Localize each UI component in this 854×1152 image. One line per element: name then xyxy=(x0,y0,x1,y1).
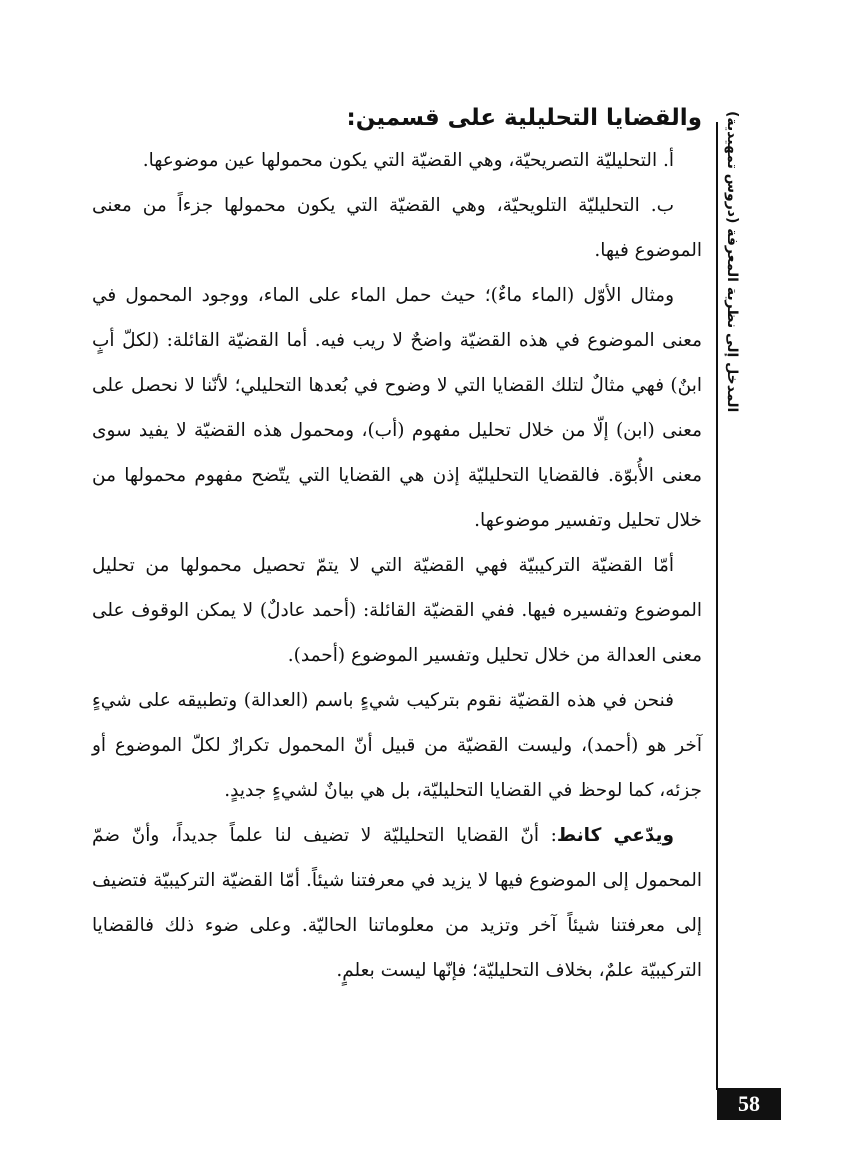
paragraph-kant-claim xyxy=(92,813,702,993)
page-number: 58 xyxy=(717,1088,781,1120)
paragraph-synthesis-explanation: فنحن في هذه القضيّة نقوم بتركيب شيءٍ باسم (العدالة) وتطبيقه على شيءٍ آخر هو (أحمد)، وليست القضيّة من قبيل أنّ المحمول تكرارٌ لكلّ الموضوع أو جزئه، كما لوحظ في القضايا التحليليّة، بل هي بيانٌ لشيءٍ جديدٍ. xyxy=(92,690,702,801)
running-header-text: المدخل إلى نظرية المعرفة (دروس تمهيدية) xyxy=(724,111,740,413)
running-header xyxy=(716,111,748,413)
section-heading: والقضايا التحليلية على قسمين: xyxy=(346,105,702,131)
kant-claim-text: : أنّ القضايا التحليليّة لا تضيف لنا علماً جديداً، وأنّ ضمّ المحمول إلى الموضوع فيها لا يزيد في معرفتنا شيئاً. أمّا القضيّة التركيبيّة فتضيف إلى معرفتنا شيئاً آخر وتزيد من معلوماتنا الحاليّة. وعلى ضوء ذلك فالقضايا التركيبيّة علمٌ، بخلاف التحليليّة؛ فإنّها ليست بعلمٍ. xyxy=(92,825,702,981)
paragraph-explicit-analytic: أ. التحليليّة التصريحيّة، وهي القضيّة التي يكون محمولها عين موضوعها. xyxy=(142,150,674,171)
paragraph-synthetic: أمّا القضيّة التركيبيّة فهي القضيّة التي لا يتمّ تحصيل محمولها من تحليل الموضوع وتفسيره فيها. ففي القضيّة القائلة: (أحمد عادلٌ) لا يمكن الوقوف على معنى العدالة من خلال تحليل وتفسير الموضوع (أحمد). xyxy=(92,555,702,666)
paragraph-implicit-analytic: ب. التحليليّة التلويحيّة، وهي القضيّة التي يكون محمولها جزءاً من معنى الموضوع فيها. xyxy=(92,195,702,261)
paragraph-examples: ومثال الأوّل (الماء ماءٌ)؛ حيث حمل الماء على الماء، ووجود المحمول في معنى الموضوع في هذه القضيّة واضحٌ لا ريب فيه. أما القضيّة القائلة: (لكلّ أبٍ ابنٌ) فهي مثالٌ لتلك القضايا التي لا وضوح في بُعدها التحليلي؛ لأنّنا لا نحصل على معنى (ابن) إلّا من خلال تحليل مفهوم (أب)، ومحمول هذه القضيّة لا يفيد سوى معنى الأُبوّة. فالقضايا التحليليّة إذن هي القضايا التي يتّضح مفهوم محمولها من خلال تحليل وتفسير موضوعها. xyxy=(92,285,702,531)
body-text xyxy=(92,138,702,993)
kant-term: ويدّعي كانط xyxy=(556,825,675,846)
